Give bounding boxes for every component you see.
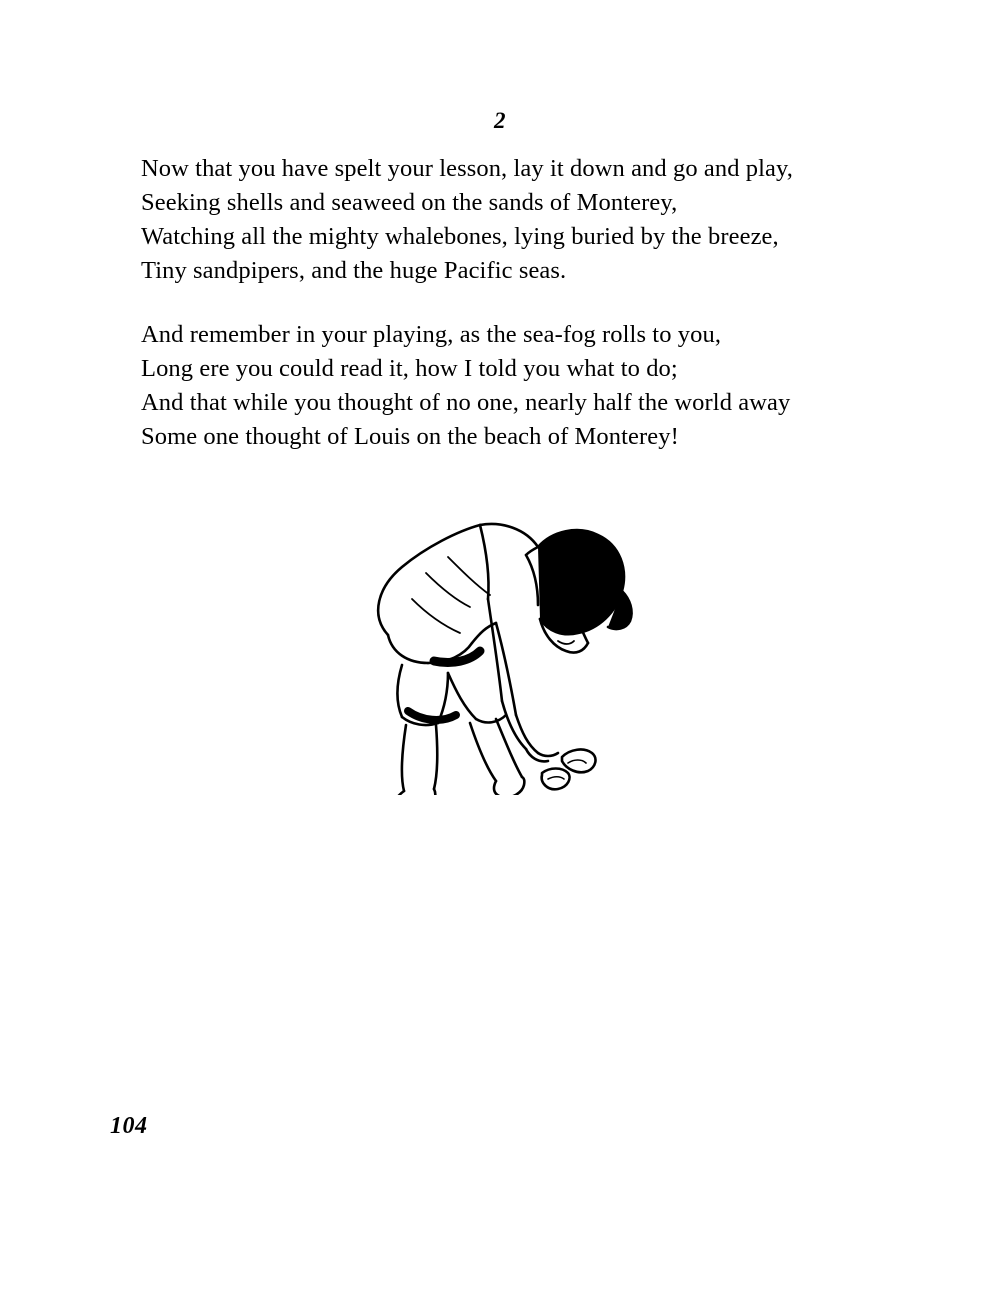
poem-line: And that while you thought of no one, nearly half the world away [141,389,791,416]
poem-body [141,152,901,454]
poem-line: Tiny sandpipers, and the huge Pacific seas. [141,257,567,284]
poem-line: Some one thought of Louis on the beach of Monterey! [141,423,679,450]
poem-line: Seeking shells and seaweed on the sands of Monterey, [141,189,678,216]
stanza [141,318,901,454]
poem-line: Long ere you could read it, how I told you what to do; [141,355,678,382]
poem-line: And remember in your playing, as the sea-fog rolls to you, [141,321,722,348]
page-number: 104 [110,1113,148,1139]
poem-line: Now that you have spelt your lesson, lay it down and go and play, [141,155,794,182]
stanza [141,152,901,288]
boy-picking-up-shells-illustration [330,495,680,795]
section-number: 2 [494,108,506,133]
poem-line: Watching all the mighty whalebones, lying buried by the breeze, [141,223,779,250]
